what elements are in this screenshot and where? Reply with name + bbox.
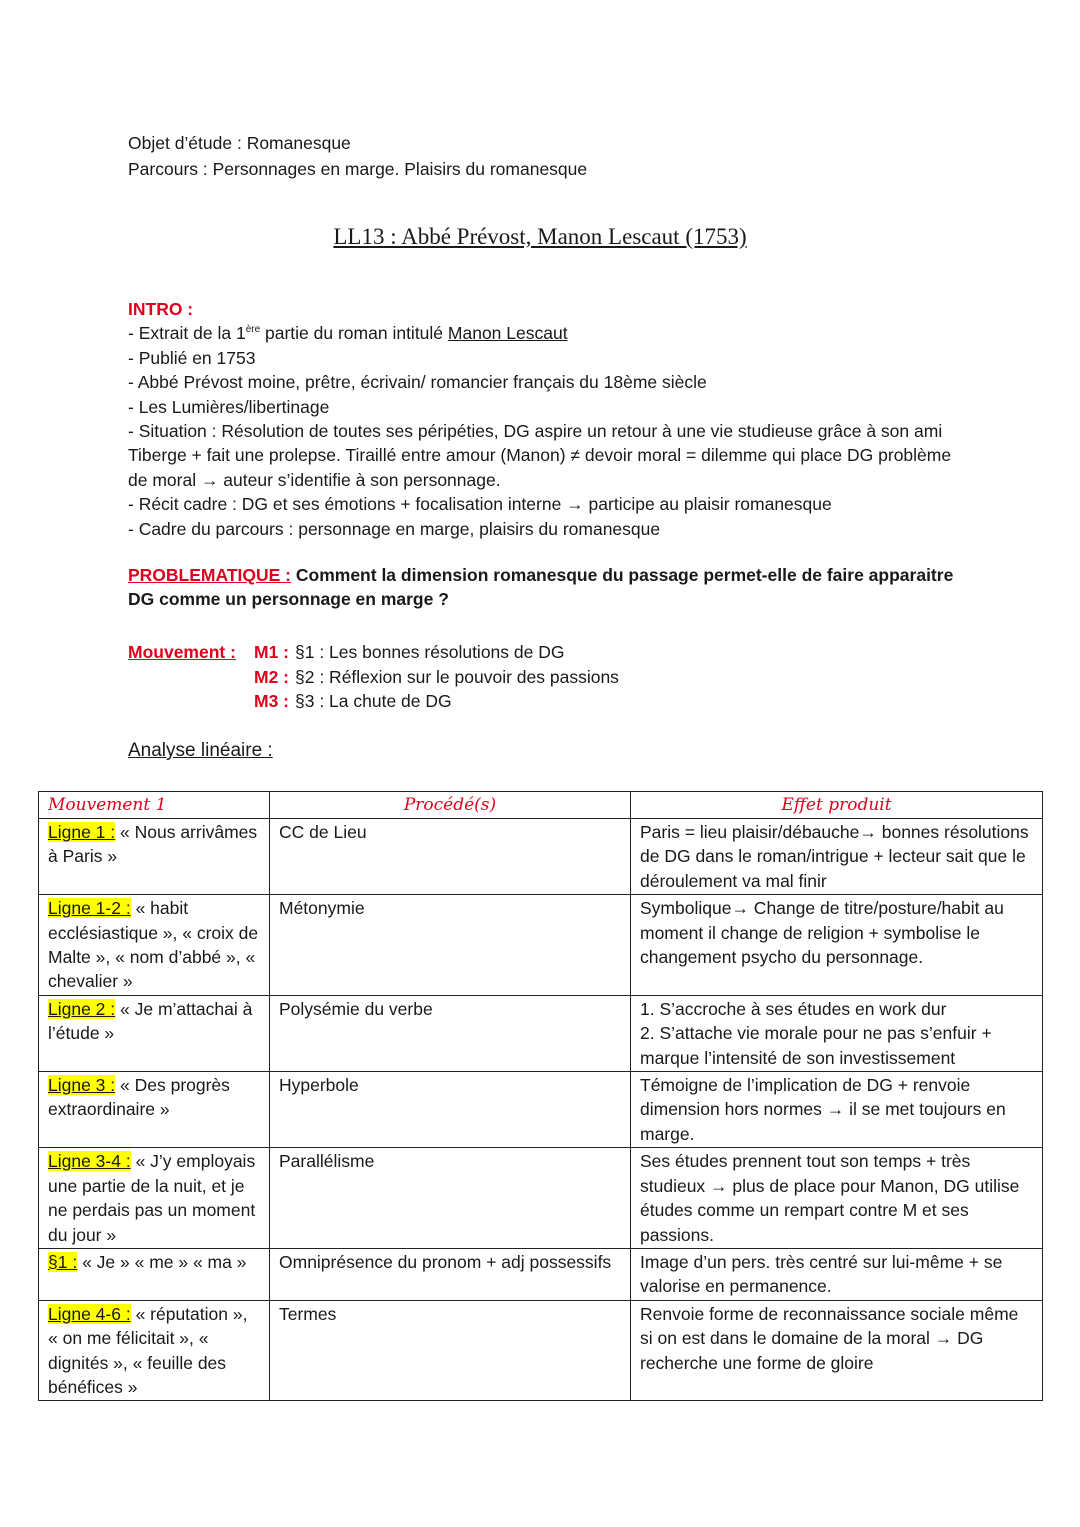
intro-line-1 [128, 321, 968, 345]
quote: « Des progrès extraordinaire » [48, 1075, 230, 1120]
intro-heading: INTRO : [128, 299, 194, 319]
intro-line-2: - Publié en 1753 [128, 347, 256, 368]
cell-reference [39, 1248, 270, 1300]
cell-effet: Image d’un pers. très centré sur lui-même + se valorise en permanence. [631, 1248, 1043, 1300]
problematique-label: PROBLEMATIQUE : [128, 565, 292, 585]
analyse-heading: Analyse linéaire : [128, 740, 273, 761]
cell-procede: Hyperbole [270, 1072, 631, 1148]
cell-effet: Symbolique→ Change de titre/posture/habit au moment il change de religion + symbolise le changement psycho du personnage. [631, 895, 1043, 996]
intro-novel-title: Manon Lescaut [447, 323, 568, 344]
cell-effet: Témoigne de l’implication de DG + renvoie dimension hors normes → il se met toujours en marge. [631, 1072, 1043, 1148]
intro-section [128, 297, 968, 541]
intro-line-3: - Abbé Prévost moine, prêtre, écrivain/ romancier français du 18ème siècle [128, 372, 707, 393]
intro-line-7: - Cadre du parcours : personnage en marge, plaisirs du romanesque [128, 518, 661, 539]
document-header [128, 130, 587, 182]
problematique-text: Comment la dimension romanesque du passage permet-elle de faire apparaitre DG comme un personnage en marge ? [128, 565, 954, 610]
table-row [39, 819, 1043, 895]
intro-line-6: - Récit cadre : DG et ses émotions + focalisation interne → participe au plaisir romanesque [128, 494, 832, 515]
cell-reference [39, 1148, 270, 1249]
mouvement-row-3 [128, 689, 619, 714]
cell-procede: CC de Lieu [270, 819, 631, 895]
page-title: LL13 : Abbé Prévost, Manon Lescaut (1753) [333, 224, 747, 249]
quote: « réputation », « on me félicitait », « dignités », « feuille des bénéfices » [48, 1303, 248, 1397]
cell-reference [39, 819, 270, 895]
mouvement-text: §2 : Réflexion sur le pouvoir des passions [295, 666, 619, 687]
header-procede: Procédé(s) [270, 792, 631, 819]
mouvement-code: M1 : [254, 642, 289, 662]
table-row [39, 1072, 1043, 1148]
cell-reference [39, 995, 270, 1071]
cell-procede: Métonymie [270, 895, 631, 996]
cell-effet: Renvoie forme de reconnaissance sociale même si on est dans le domaine de la moral → DG recherche une forme de gloire [631, 1300, 1043, 1401]
cell-reference [39, 1072, 270, 1148]
table-row [39, 1300, 1043, 1401]
quote: « Je » « me » « ma » [77, 1251, 247, 1272]
line-reference: Ligne 3 : [48, 1075, 116, 1096]
table-row [39, 895, 1043, 996]
quote: « habit ecclésiastique », « croix de Malte », « nom d’abbé », « chevalier » [48, 898, 259, 992]
intro-line-5: - Situation : Résolution de toutes ses péripéties, DG aspire un retour à une vie studieuse grâce à son ami Tiberge + fait une prolepse. Tiraillé entre amour (Manon) ≠ devoir moral = dilemme qui place DG problème de moral → auteur s’identifie à son personnage. [128, 421, 952, 490]
mouvement-row-1 [128, 640, 619, 665]
intro-line-1-middle: partie du roman intitulé [260, 323, 448, 344]
line-reference: Ligne 2 : [48, 998, 116, 1019]
mouvement-label: Mouvement : [128, 642, 236, 662]
cell-procede: Termes [270, 1300, 631, 1401]
analysis-table [38, 791, 1043, 1401]
line-reference: Ligne 1 : [48, 822, 116, 842]
table-header-row [39, 792, 1043, 819]
table-row [39, 1248, 1043, 1300]
parcours: Parcours : Personnages en marge. Plaisirs du romanesque [128, 159, 588, 179]
mouvement-section [128, 640, 619, 714]
cell-effet: Ses études prennent tout son temps + très studieux → plus de place pour Manon, DG utilise études comme un rempart contre M et ses passions. [631, 1148, 1043, 1249]
cell-reference [39, 895, 270, 996]
line-reference: Ligne 1-2 : [48, 898, 131, 919]
cell-procede: Parallélisme [270, 1148, 631, 1249]
table-row [39, 1148, 1043, 1249]
mouvement-text: §1 : Les bonnes résolutions de DG [295, 642, 565, 662]
cell-procede: Omniprésence du pronom + adj possessifs [270, 1248, 631, 1300]
objet-etude: Objet d’étude : Romanesque [128, 133, 351, 153]
intro-line-1-start: - Extrait de la 1 [128, 323, 246, 344]
mouvement-code: M3 : [254, 691, 289, 712]
cell-reference [39, 1300, 270, 1401]
table-row [39, 995, 1043, 1071]
problematique [128, 563, 968, 612]
quote: « Je m’attachai à l’étude » [48, 998, 253, 1044]
quote: « Nous arrivâmes à Paris » [48, 822, 258, 867]
line-reference: Ligne 3-4 : [48, 1151, 131, 1172]
header-mouvement: Mouvement 1 [39, 792, 270, 819]
line-reference: §1 : [48, 1251, 78, 1272]
intro-line-1-sup: ère [245, 324, 261, 336]
quote: « J’y employais une partie de la nuit, et je ne perdais pas un moment du jour » [48, 1151, 256, 1245]
intro-line-4: - Les Lumières/libertinage [128, 396, 330, 417]
mouvement-code: M2 : [254, 666, 289, 687]
cell-effet: Paris = lieu plaisir/débauche→ bonnes résolutions de DG dans le roman/intrigue + lecteur sait que le déroulement va mal finir [631, 819, 1043, 895]
mouvement-row-2 [128, 665, 619, 690]
header-effet: Effet produit [631, 792, 1043, 819]
cell-procede: Polysémie du verbe [270, 995, 631, 1071]
cell-effet: 1. S’accroche à ses études en work dur 2. S’attache vie morale pour ne pas s’enfuir + marque l’intensité de son investissement [631, 995, 1043, 1071]
line-reference: Ligne 4-6 : [48, 1303, 131, 1324]
mouvement-text: §3 : La chute de DG [295, 691, 452, 712]
